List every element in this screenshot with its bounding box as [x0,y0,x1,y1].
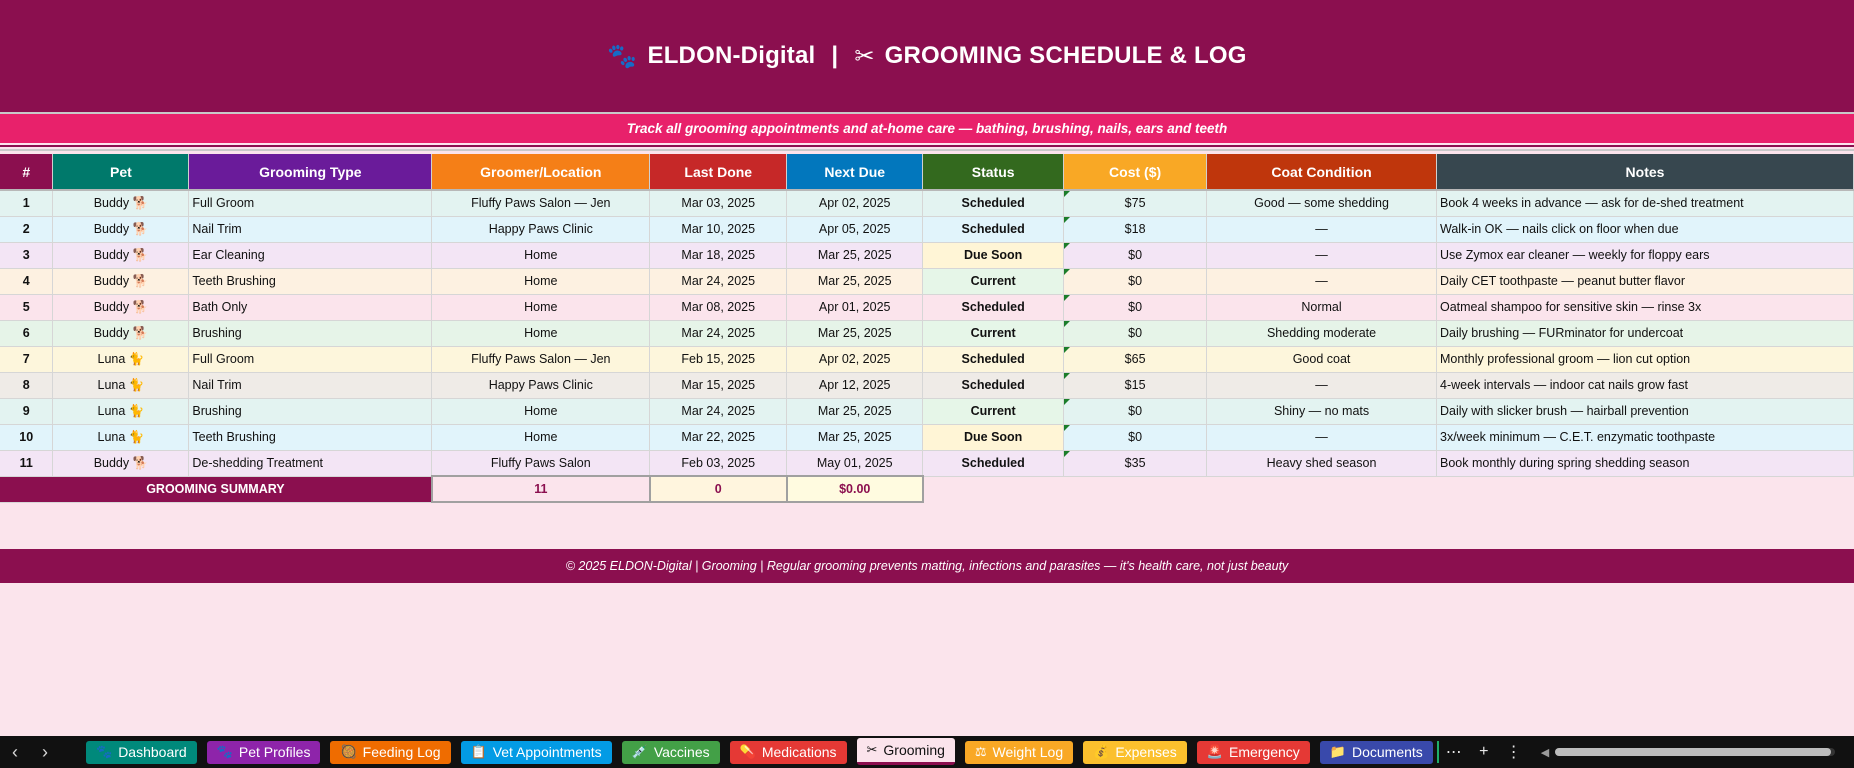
tab-feeding-log[interactable] [330,741,450,764]
column-header[interactable]: Groomer/Location [432,154,650,190]
horizontal-scrollbar[interactable] [1555,748,1835,756]
column-header[interactable]: Pet [53,154,189,190]
grooming-type-cell[interactable]: Teeth Brushing [189,268,432,294]
pet-cell[interactable]: Luna 🐈 [53,424,189,450]
pet-cell[interactable]: Buddy 🐕 [53,450,189,476]
tab-vet-appointments[interactable] [461,741,612,764]
coat-condition-cell[interactable]: — [1207,424,1437,450]
table-row [0,450,1854,476]
tab-icon: 💊 [739,744,756,759]
cost-cell[interactable]: $75 [1064,190,1207,216]
column-header[interactable]: Notes [1437,154,1854,190]
cost-cell[interactable]: $0 [1064,294,1207,320]
groomer-location-cell[interactable]: Fluffy Paws Salon — Jen [432,346,650,372]
cost-cell[interactable]: $35 [1064,450,1207,476]
tab-icon: 📋 [470,744,487,759]
groomer-location-cell[interactable]: Home [432,268,650,294]
divider [0,145,1854,147]
status-cell[interactable]: Due Soon [923,242,1064,268]
more-sheets-icon[interactable]: ⋯ [1445,744,1462,761]
tab-label: Expenses [1115,744,1177,760]
last-done-cell[interactable]: Mar 24, 2025 [650,398,787,424]
tab-icon: 🚨 [1206,744,1223,759]
grooming-type-cell[interactable]: Nail Trim [189,216,432,242]
grooming-type-cell[interactable]: Teeth Brushing [189,424,432,450]
tab-emergency[interactable] [1197,741,1310,764]
last-done-cell[interactable]: Mar 24, 2025 [650,268,787,294]
grooming-type-cell[interactable]: Nail Trim [189,372,432,398]
paw-icon: 🐾 [607,42,638,70]
notes-cell[interactable]: 4-week intervals — indoor cat nails grow fast [1437,372,1854,398]
status-cell[interactable]: Scheduled [923,216,1064,242]
grooming-type-cell[interactable]: Brushing [189,398,432,424]
pet-cell[interactable]: Buddy 🐕 [53,216,189,242]
tagline: Track all grooming appointments and at-home care — bathing, brushing, nails, ears and teeth [0,114,1854,143]
status-cell[interactable]: Scheduled [923,346,1064,372]
coat-condition-cell[interactable]: Good coat [1207,346,1437,372]
tab-icon: 💰 [1093,744,1110,759]
last-done-cell[interactable]: Mar 03, 2025 [650,190,787,216]
coat-condition-cell[interactable]: Normal [1207,294,1437,320]
notes-cell[interactable]: Book 4 weeks in advance — ask for de-shed treatment [1437,190,1854,216]
sheet-menu-icon[interactable]: ⋮ [1505,744,1522,761]
status-cell[interactable]: Scheduled [923,294,1064,320]
pet-cell[interactable]: Luna 🐈 [53,398,189,424]
scroll-left-icon[interactable]: ◀ [1540,746,1550,759]
next-due-cell[interactable]: Mar 25, 2025 [787,242,923,268]
groomer-location-cell[interactable]: Home [432,294,650,320]
groomer-location-cell[interactable]: Home [432,242,650,268]
row-number[interactable]: 4 [0,268,53,294]
title-banner [0,0,1854,112]
pet-cell[interactable]: Luna 🐈 [53,346,189,372]
sheet-tabs [86,740,1433,765]
title-separator: | [831,42,839,69]
tab-label: Emergency [1228,744,1300,760]
tab-icon: 🐾 [96,744,113,759]
next-due-cell[interactable]: Mar 25, 2025 [787,320,923,346]
scissors-icon: ✂ [854,42,875,70]
grooming-type-cell[interactable]: Full Groom [189,190,432,216]
notes-cell[interactable]: Monthly professional groom — lion cut option [1437,346,1854,372]
page-title [607,42,1246,71]
row-number[interactable]: 6 [0,320,53,346]
footer: © 2025 ELDON-Digital | Grooming | Regular grooming prevents matting, infections and parasites — it's health care, not just beauty [0,549,1854,583]
sheet-title: GROOMING SCHEDULE & LOG [884,42,1247,69]
table-row [0,398,1854,424]
status-cell[interactable]: Scheduled [923,372,1064,398]
row-number[interactable]: 5 [0,294,53,320]
pet-cell[interactable]: Buddy 🐕 [53,320,189,346]
tab-pet-profiles[interactable] [207,741,321,764]
coat-condition-cell[interactable]: Good — some shedding [1207,190,1437,216]
tab-label: Feeding Log [362,744,441,760]
status-cell[interactable]: Current [923,320,1064,346]
row-number[interactable]: 10 [0,424,53,450]
row-number[interactable]: 2 [0,216,53,242]
next-due-cell[interactable]: Mar 25, 2025 [787,424,923,450]
pet-cell[interactable]: Buddy 🐕 [53,268,189,294]
sheet-tab-bar [0,736,1854,768]
add-sheet-icon[interactable]: + [1479,743,1489,760]
table-row [0,216,1854,242]
grooming-type-cell[interactable]: Ear Cleaning [189,242,432,268]
table-row [0,268,1854,294]
next-due-cell[interactable]: Apr 01, 2025 [787,294,923,320]
cost-cell[interactable]: $0 [1064,268,1207,294]
column-header[interactable]: Last Done [650,154,787,190]
pet-cell[interactable]: Buddy 🐕 [53,294,189,320]
tab-label: Medications [761,744,837,760]
status-cell[interactable]: Due Soon [923,424,1064,450]
coat-condition-cell[interactable]: Shedding moderate [1207,320,1437,346]
table-row [0,424,1854,450]
groomer-location-cell[interactable]: Fluffy Paws Salon [432,450,650,476]
status-cell[interactable]: Scheduled [923,450,1064,476]
cost-cell[interactable]: $0 [1064,424,1207,450]
next-due-cell[interactable]: Apr 05, 2025 [787,216,923,242]
tab-label: Documents [1351,744,1423,760]
tab-icon: 🥘 [340,744,357,759]
prev-sheet-icon[interactable]: ‹ [12,741,18,762]
coat-condition-cell[interactable]: — [1207,216,1437,242]
last-done-cell[interactable]: Mar 24, 2025 [650,320,787,346]
coat-condition-cell[interactable]: — [1207,242,1437,268]
groomer-location-cell[interactable]: Happy Paws Clinic [432,216,650,242]
pet-cell[interactable]: Luna 🐈 [53,372,189,398]
divider [0,149,1854,151]
pet-cell[interactable]: Buddy 🐕 [53,242,189,268]
tab-label: Vet Appointments [492,744,602,760]
status-cell[interactable]: Scheduled [923,190,1064,216]
status-cell[interactable]: Current [923,268,1064,294]
grooming-type-cell[interactable]: De-shedding Treatment [189,450,432,476]
status-cell[interactable]: Current [923,398,1064,424]
coat-condition-cell[interactable]: — [1207,372,1437,398]
summary-count[interactable]: 11 [432,476,650,502]
notes-cell[interactable]: 3x/week minimum — C.E.T. enzymatic toothpaste [1437,424,1854,450]
next-due-cell[interactable]: May 01, 2025 [787,450,923,476]
table-row [0,242,1854,268]
groomer-location-cell[interactable]: Home [432,320,650,346]
notes-cell[interactable]: Daily brushing — FURminator for undercoat [1437,320,1854,346]
tab-icon: ⚖ [974,744,987,759]
column-header[interactable]: Next Due [787,154,923,190]
tab-label: Grooming [883,741,945,758]
cost-cell[interactable]: $0 [1064,320,1207,346]
coat-condition-cell[interactable]: Shiny — no mats [1207,398,1437,424]
last-done-cell[interactable]: Mar 15, 2025 [650,372,787,398]
tab-label: Pet Profiles [238,744,311,760]
next-due-cell[interactable]: Apr 02, 2025 [787,346,923,372]
tab-weight-log[interactable] [965,741,1073,764]
table-row [0,190,1854,216]
tab-label: Weight Log [992,744,1064,760]
grooming-table [0,154,1854,503]
header-row [0,154,1854,190]
empty-cell [923,476,1854,502]
table-row [0,372,1854,398]
tab-icon: 📁 [1329,744,1346,759]
last-done-cell[interactable]: Mar 22, 2025 [650,424,787,450]
tab-label: Dashboard [118,744,187,760]
coat-condition-cell[interactable]: Heavy shed season [1207,450,1437,476]
row-number[interactable]: 11 [0,450,53,476]
tab-grooming[interactable] [857,738,955,765]
summary-due[interactable]: 0 [650,476,787,502]
row-number[interactable]: 1 [0,190,53,216]
grooming-type-cell[interactable]: Bath Only [189,294,432,320]
column-header[interactable]: # [0,154,53,190]
next-due-cell[interactable]: Mar 25, 2025 [787,268,923,294]
tab-icon: 💉 [631,744,648,759]
groomer-location-cell[interactable]: Home [432,398,650,424]
brand-name: ELDON-Digital [647,42,816,69]
tab-expenses[interactable] [1083,741,1187,764]
row-number[interactable]: 3 [0,242,53,268]
tab-documents[interactable] [1320,741,1433,764]
last-done-cell[interactable]: Mar 10, 2025 [650,216,787,242]
table-row [0,320,1854,346]
notes-cell[interactable]: Walk-in OK — nails click on floor when due [1437,216,1854,242]
last-done-cell[interactable]: Mar 08, 2025 [650,294,787,320]
tab-dashboard[interactable] [86,741,197,764]
notes-cell[interactable]: Book monthly during spring shedding season [1437,450,1854,476]
table-row [0,346,1854,372]
groomer-location-cell[interactable]: Home [432,424,650,450]
tab-icon: 🐾 [216,744,233,759]
groomer-location-cell[interactable]: Happy Paws Clinic [432,372,650,398]
cost-cell[interactable]: $18 [1064,216,1207,242]
tab-label: Vaccines [653,744,710,760]
pet-cell[interactable]: Buddy 🐕 [53,190,189,216]
cost-cell[interactable]: $65 [1064,346,1207,372]
cost-cell[interactable]: $0 [1064,398,1207,424]
scrollbar-thumb[interactable] [1555,748,1831,756]
column-header[interactable]: Coat Condition [1207,154,1437,190]
tab-vaccines[interactable] [622,741,720,764]
row-number[interactable]: 9 [0,398,53,424]
cost-cell[interactable]: $15 [1064,372,1207,398]
notes-cell[interactable]: Use Zymox ear cleaner — weekly for floppy ears [1437,242,1854,268]
notes-cell[interactable]: Oatmeal shampoo for sensitive skin — rinse 3x [1437,294,1854,320]
grooming-type-cell[interactable]: Brushing [189,320,432,346]
summary-total-cost[interactable]: $0.00 [787,476,923,502]
summary-row [0,476,1854,502]
tab-medications[interactable] [730,741,847,764]
table-row [0,294,1854,320]
row-number[interactable]: 7 [0,346,53,372]
notes-cell[interactable]: Daily with slicker brush — hairball prevention [1437,398,1854,424]
last-done-cell[interactable]: Feb 03, 2025 [650,450,787,476]
next-sheet-icon[interactable]: › [42,741,48,762]
cost-cell[interactable]: $0 [1064,242,1207,268]
summary-label[interactable]: GROOMING SUMMARY [0,476,432,502]
next-due-cell[interactable]: Mar 25, 2025 [787,398,923,424]
notes-cell[interactable]: Daily CET toothpaste — peanut butter flavor [1437,268,1854,294]
tab-icon: ✂ [866,741,878,757]
column-header[interactable]: Grooming Type [189,154,432,190]
last-done-cell[interactable]: Mar 18, 2025 [650,242,787,268]
next-due-cell[interactable]: Apr 12, 2025 [787,372,923,398]
groomer-location-cell[interactable]: Fluffy Paws Salon — Jen [432,190,650,216]
last-done-cell[interactable]: Feb 15, 2025 [650,346,787,372]
column-header[interactable]: Status [923,154,1064,190]
grooming-type-cell[interactable]: Full Groom [189,346,432,372]
coat-condition-cell[interactable]: — [1207,268,1437,294]
next-due-cell[interactable]: Apr 02, 2025 [787,190,923,216]
row-number[interactable]: 8 [0,372,53,398]
column-header[interactable]: Cost ($) [1064,154,1207,190]
